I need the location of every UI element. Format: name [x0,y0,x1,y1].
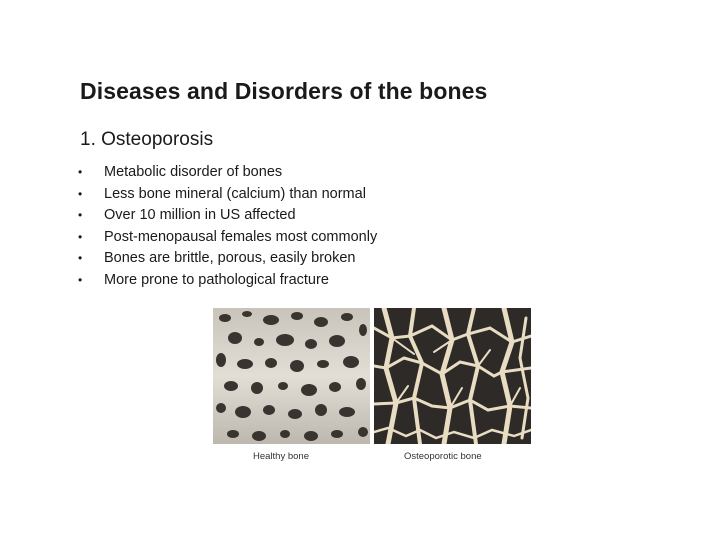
bullet-text: Less bone mineral (calcium) than normal [104,185,366,202]
list-item [78,162,377,184]
bullet-text: Post-menopausal females most commonly [104,228,378,245]
bullet-icon: • [78,272,83,287]
osteoporotic-bone-texture [374,308,531,444]
bullet-text: Metabolic disorder of bones [104,164,283,180]
bullet-text: Over 10 million in US affected [104,207,296,224]
bullet-icon: • [78,229,83,244]
healthy-bone-image [213,308,370,444]
bullet-icon: • [78,165,83,179]
list-item [78,227,377,249]
bone-comparison-figure [213,308,533,468]
bullet-list [78,162,377,292]
healthy-bone-texture [213,308,370,444]
healthy-bone-caption: Healthy bone [253,451,309,462]
list-item [78,270,377,292]
osteoporotic-bone-image [374,308,531,444]
list-item [78,248,377,270]
bullet-icon: • [78,186,83,201]
list-item [78,184,377,206]
bullet-text: Bones are brittle, porous, easily broken [104,250,356,267]
section-heading: 1. Osteoporosis [80,129,214,150]
bullet-icon: • [78,251,83,266]
osteoporotic-bone-caption: Osteoporotic bone [404,451,482,462]
list-item [78,205,377,227]
bullet-icon: • [78,208,83,223]
slide-title: Diseases and Disorders of the bones [80,78,488,104]
bullet-text: More prone to pathological fracture [104,271,329,288]
